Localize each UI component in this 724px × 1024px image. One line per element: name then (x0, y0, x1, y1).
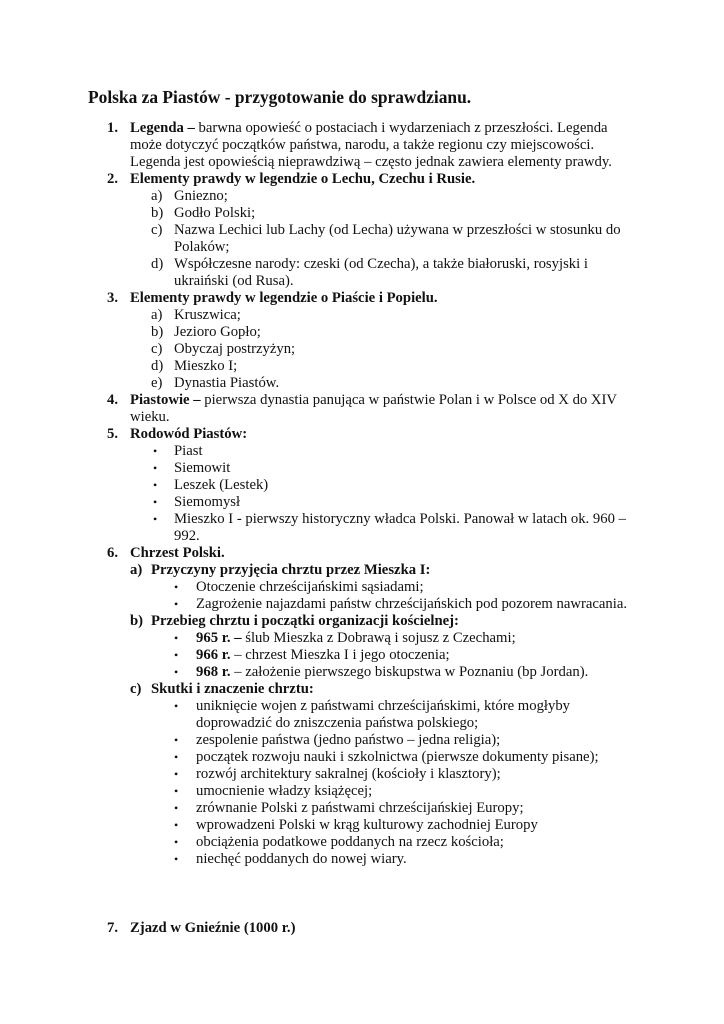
bullet-icon: • (174, 648, 179, 662)
list-item-continued: doprowadzić do zniszczenia państwa polskiego; (196, 715, 479, 731)
section-heading: Elementy prawdy w legendzie o Lechu, Czechu i Rusie. (130, 171, 476, 187)
list-marker: d) (151, 256, 164, 272)
bullet-icon: • (174, 767, 179, 781)
list-item: Kruszwica; (174, 307, 241, 323)
bullet-icon: • (174, 750, 179, 764)
list-item: obciążenia podatkowe poddanych na rzecz kościoła; (196, 834, 504, 850)
list-item: Nazwa Lechici lub Lachy (od Lecha) używana w przeszłości w stosunku do (174, 222, 621, 238)
subsection-marker: b) (130, 613, 144, 629)
list-item: Leszek (Lestek) (174, 477, 269, 493)
section-heading: Chrzest Polski. (130, 545, 225, 561)
definition-line: może dotyczyć początków państwa, narodu, a także regionu czy miejscowości. (130, 137, 595, 153)
list-item: uniknięcie wojen z państwami chrześcijańskimi, które mogłyby (196, 698, 571, 714)
definition-line: Legenda jest opowieścią nieprawdziwą – często jednak zawiera elementy prawdy. (130, 154, 612, 170)
list-item: rozwój architektury sakralnej (kościoły i klasztory); (196, 766, 501, 782)
section-number: 3. (107, 290, 119, 306)
bullet-icon: • (174, 852, 179, 866)
list-item: Gniezno; (174, 188, 228, 204)
section-number: 6. (107, 545, 119, 561)
list-item: Siemowit (174, 460, 231, 476)
list-marker: d) (151, 358, 164, 374)
list-item-continued: Polaków; (174, 239, 230, 255)
list-item: Otoczenie chrześcijańskimi sąsiadami; (196, 579, 424, 595)
list-marker: b) (151, 205, 164, 221)
list-item (196, 664, 588, 682)
list-marker: b) (151, 324, 164, 340)
bullet-icon: • (153, 495, 158, 509)
list-item (196, 630, 516, 648)
list-marker: c) (151, 341, 163, 357)
event-text: ślub Mieszka z Dobrawą i sojusz z Czechami; (241, 630, 516, 646)
bullet-icon: • (174, 699, 179, 713)
bullet-icon: • (153, 512, 158, 526)
definition-text: pierwsza dynastia panująca w państwie Polan i w Polsce od X do XIV (200, 392, 618, 408)
list-item: Dynastia Piastów. (174, 375, 280, 391)
list-item: Mieszko I; (174, 358, 238, 374)
list-item: Piast (174, 443, 203, 459)
bullet-icon: • (174, 665, 179, 679)
section-number: 7. (107, 920, 119, 936)
list-marker: a) (151, 307, 163, 323)
bullet-icon: • (174, 580, 179, 594)
definition-text: barwna opowieść o postaciach i wydarzeniach z przeszłości. Legenda (194, 120, 608, 136)
event-date: 966 r. (196, 647, 231, 663)
section-heading: Zjazd w Gnieźnie (1000 r.) (130, 920, 296, 936)
bullet-icon: • (153, 444, 158, 458)
bullet-icon: • (174, 835, 179, 849)
event-date: 965 r. – (196, 630, 242, 646)
list-item: Jezioro Gopło; (174, 324, 261, 340)
definition-line: wieku. (130, 409, 170, 425)
event-text: – założenie pierwszego biskupstwa w Poznaniu (bp Jordan). (230, 664, 589, 680)
list-item: wprowadzeni Polski w krąg kulturowy zachodniej Europy (196, 817, 538, 833)
bullet-icon: • (153, 461, 158, 475)
bullet-icon: • (174, 597, 179, 611)
list-item: zespolenie państwa (jedno państwo – jedna religia); (196, 732, 501, 748)
list-marker: e) (151, 375, 163, 391)
bullet-icon: • (174, 818, 179, 832)
list-marker: a) (151, 188, 163, 204)
bullet-icon: • (153, 478, 158, 492)
list-item-continued: ukraiński (od Rusa). (174, 273, 294, 289)
list-item (196, 647, 450, 665)
definition-line (130, 120, 608, 138)
list-item-continued: 992. (174, 528, 200, 544)
definition-term: Legenda – (130, 120, 195, 136)
document-title: Polska za Piastów - przygotowanie do sprawdzianu. (88, 87, 472, 107)
list-item: niechęć poddanych do nowej wiary. (196, 851, 407, 867)
definition-line (130, 392, 617, 410)
definition-term: Piastowie – (130, 392, 201, 408)
subsection-marker: a) (130, 562, 143, 578)
list-item: Współczesne narody: czeski (od Czecha), a także białoruski, rosyjski i (174, 256, 588, 272)
section-number: 5. (107, 426, 119, 442)
bullet-icon: • (174, 801, 179, 815)
section-number: 4. (107, 392, 119, 408)
list-item: początek rozwoju nauki i szkolnictwa (pierwsze dokumenty pisane); (196, 749, 599, 765)
bullet-icon: • (174, 733, 179, 747)
list-item: Zagrożenie najazdami państw chrześcijańskich pod pozorem nawracania. (196, 596, 628, 612)
list-item: Obyczaj postrzyżyn; (174, 341, 296, 357)
list-item: Siemomysł (174, 494, 241, 510)
subsection-heading: Przyczyny przyjęcia chrztu przez Mieszka I: (151, 562, 431, 578)
subsection-marker: c) (130, 681, 142, 697)
event-text: – chrzest Mieszka I i jego otoczenia; (230, 647, 450, 663)
event-date: 968 r. (196, 664, 231, 680)
section-heading: Rodowód Piastów: (130, 426, 248, 442)
list-item: umocnienie władzy książęcej; (196, 783, 373, 799)
bullet-icon: • (174, 784, 179, 798)
list-item: zrównanie Polski z państwami chrześcijańskiej Europy; (196, 800, 524, 816)
section-number: 1. (107, 120, 119, 136)
bullet-icon: • (174, 631, 179, 645)
section-heading: Elementy prawdy w legendzie o Piaście i Popielu. (130, 290, 438, 306)
subsection-heading: Skutki i znaczenie chrztu: (151, 681, 314, 697)
list-item: Godło Polski; (174, 205, 256, 221)
list-item: Mieszko I - pierwszy historyczny władca Polski. Panował w latach ok. 960 – (174, 511, 626, 527)
subsection-heading: Przebieg chrztu i początki organizacji kościelnej: (151, 613, 459, 629)
list-marker: c) (151, 222, 163, 238)
section-number: 2. (107, 171, 119, 187)
